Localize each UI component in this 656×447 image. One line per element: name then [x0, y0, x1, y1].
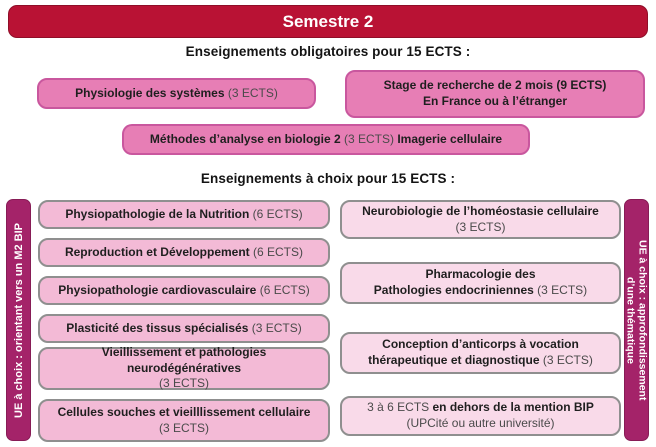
course-label: Physiopathologie de la Nutrition (6 ECTS)	[65, 206, 303, 221]
course-label-line2: thérapeutique et diagnostique (3 ECTS)	[368, 353, 593, 367]
course-label-line1: Pharmacologie des	[425, 267, 536, 282]
course-label-line1: 3 à 6 ECTS en dehors de la mention BIP	[367, 400, 594, 415]
semester-title: Semestre 2	[282, 11, 374, 31]
course-box-vieillissement-pathologies	[38, 347, 330, 390]
course-box-plasticite-tissus	[38, 314, 330, 343]
course-label: Méthodes d’analyse en biologie 2 (3 ECTS) Imagerie cellulaire	[149, 131, 503, 146]
sidebar-right-label	[625, 240, 649, 400]
course-label-line1: Stage de recherche de 2 mois (9 ECTS)	[383, 78, 607, 93]
sidebar-right-thematique	[624, 199, 649, 441]
course-label-line1: Vieillissement et pathologies neurodégénératives	[101, 345, 267, 375]
semester-header	[8, 5, 648, 38]
course-box-physiologie-des-systemes	[37, 78, 316, 109]
course-label: Physiopathologie cardiovasculaire (6 ECTS)	[58, 282, 310, 297]
course-box-physiopathologie-cardiovasculaire	[38, 276, 330, 305]
course-label-ects: (3 ECTS)	[158, 376, 209, 391]
course-label-ects: (3 ECTS)	[455, 219, 506, 234]
course-label-line1: Conception d’anticorps à vocation	[382, 337, 579, 352]
sidebar-right-label-line2: d’une thématique	[624, 276, 637, 364]
course-label-ects: (3 ECTS)	[158, 420, 209, 435]
sidebar-left-label: UE à choix : orientant vers un M2 BIP	[12, 222, 25, 418]
course-box-physiopathologie-nutrition	[38, 200, 330, 229]
course-label-line2: En France ou à l’étranger	[422, 94, 568, 108]
sidebar-left-m2-bip	[6, 199, 31, 441]
course-box-methodes-analyse	[122, 124, 530, 155]
course-label-line1: Cellules souches et vieilllissement cellulaire	[57, 404, 311, 419]
course-label: Physiologie des systèmes (3 ECTS)	[75, 85, 278, 100]
course-label-line1: Neurobiologie de l’homéostasie cellulaire	[362, 203, 599, 218]
course-box-neurobiologie-homeostasie	[340, 200, 621, 239]
sidebar-right-label-line1: UE à choix : approfondissement	[636, 239, 649, 401]
course-box-conception-anticorps	[340, 332, 621, 374]
course-box-pharmacologie-endocriniennes	[340, 262, 621, 304]
choice-heading: Enseignements à choix pour 15 ECTS :	[200, 171, 456, 186]
course-label: Plasticité des tissus spécialisés (3 ECTS)	[66, 320, 302, 335]
course-box-reproduction-developpement	[38, 238, 330, 267]
course-box-stage-de-recherche	[345, 70, 645, 118]
course-label-line2: Pathologies endocriniennes (3 ECTS)	[373, 283, 588, 297]
course-label-line2: (UPCité ou autre université)	[406, 416, 555, 430]
course-label: Reproduction et Développement (6 ECTS)	[64, 244, 304, 259]
mandatory-heading: Enseignements obligatoires pour 15 ECTS :	[185, 44, 471, 59]
course-box-hors-mention-bip	[340, 396, 621, 436]
course-box-cellules-souches	[38, 399, 330, 442]
